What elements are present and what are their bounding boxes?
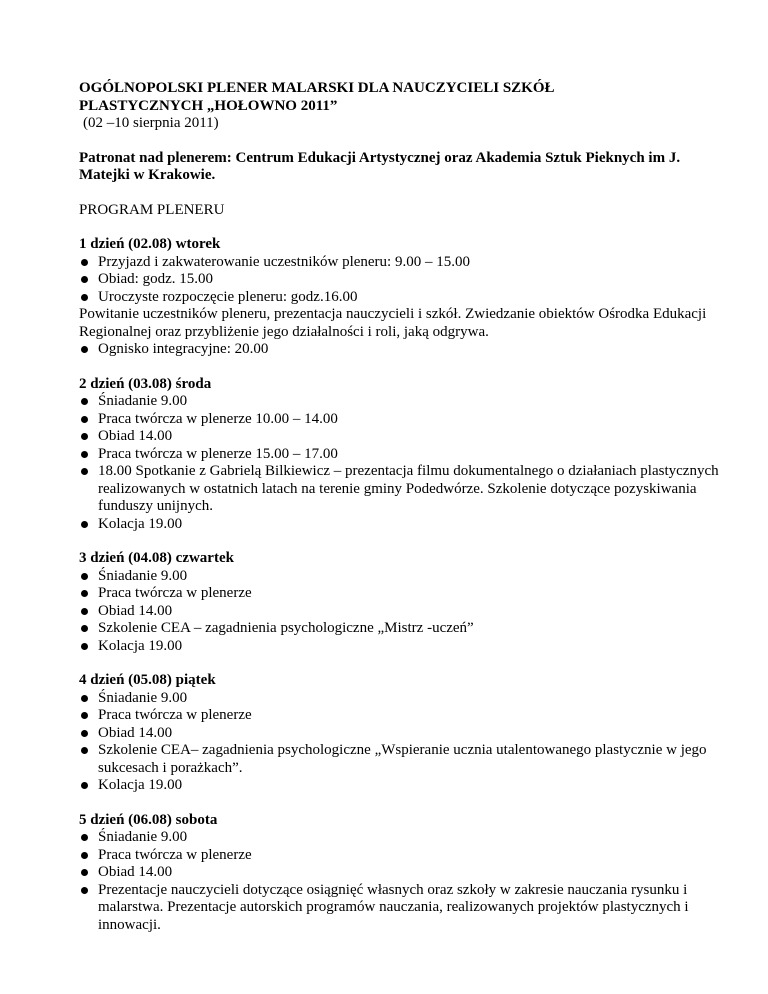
bullet-icon	[81, 869, 88, 876]
list-item: 18.00 Spotkanie z Gabrielą Bilkiewicz – prezentacja filmu dokumentalnego o działaniach plastycznych realizowanych w ostatnich latach na terenie gminy Podedwórze. Szkolenie dotyczące pozyskiwania funduszy unijnych.	[79, 463, 719, 516]
bullet-icon	[81, 276, 88, 283]
list-item: Obiad 14.00	[79, 603, 719, 621]
title-line-2: PLASTYCZNYCH „HOŁOWNO 2011”	[79, 97, 338, 114]
bullet-icon	[81, 608, 88, 615]
list-item: Śniadanie 9.00	[79, 393, 719, 411]
list-item: Prezentacje nauczycieli dotyczące osiągnięć własnych oraz szkoły w zakresie nauczania rysunku i malarstwa. Prezentacje autorskich programów nauczania, realizowanych projektów plastycznych i innowacji.	[79, 882, 719, 935]
day-5-section	[79, 812, 719, 935]
list-item: Praca twórcza w plenerze	[79, 847, 719, 865]
day-1-paragraph: Powitanie uczestników pleneru, prezentacja nauczycieli i szkół. Zwiedzanie obiektów Ośrodka Edukacji Regionalnej oraz przybliżenie jego działalności i roli, jaką odgrywa.	[79, 306, 707, 340]
document-title	[79, 80, 719, 133]
document-page	[79, 80, 719, 934]
list-item: Kolacja 19.00	[79, 777, 719, 795]
event-dates: (02 –10 sierpnia 2011)	[83, 115, 219, 131]
list-item: Szkolenie CEA– zagadnienia psychologiczne „Wspieranie ucznia utalentowanego plastycznie w jego sukcesach i porażkach”.	[79, 742, 719, 777]
bullet-icon	[81, 625, 88, 632]
day-3-section	[79, 550, 719, 655]
patronage-text: Patronat nad plenerem: Centrum Edukacji Artystycznej oraz Akademia Sztuk Pieknych im J. Matejki w Krakowie.	[79, 149, 681, 183]
list-item: Śniadanie 9.00	[79, 690, 719, 708]
bullet-icon	[81, 747, 88, 754]
bullet-icon	[81, 834, 88, 841]
list-item: Praca twórcza w plenerze	[79, 585, 719, 603]
list-item: Przyjazd i zakwaterowanie uczestników pleneru: 9.00 – 15.00	[79, 254, 719, 272]
title-line-1: OGÓLNOPOLSKI PLENER MALARSKI DLA NAUCZYCIELI SZKÓŁ	[79, 80, 555, 96]
bullet-icon	[81, 730, 88, 737]
list-item: Obiad 14.00	[79, 725, 719, 743]
day-1-items	[79, 254, 719, 307]
bullet-icon	[81, 433, 88, 440]
bullet-icon	[81, 416, 88, 423]
bullet-icon	[81, 782, 88, 789]
bullet-icon	[81, 573, 88, 580]
list-item: Obiad: godz. 15.00	[79, 271, 719, 289]
list-item: Śniadanie 9.00	[79, 829, 719, 847]
list-item: Uroczyste rozpoczęcie pleneru: godz.16.00	[79, 289, 719, 307]
bullet-icon	[81, 590, 88, 597]
list-item: Praca twórcza w plenerze 10.00 – 14.00	[79, 411, 719, 429]
list-item: Praca twórcza w plenerze	[79, 707, 719, 725]
bullet-icon	[81, 521, 88, 528]
bullet-icon	[81, 259, 88, 266]
bullet-icon	[81, 852, 88, 859]
list-item: Kolacja 19.00	[79, 638, 719, 656]
day-1-items-b	[79, 341, 719, 359]
day-2-items	[79, 393, 719, 533]
day-title: 3 dzień (04.08) czwartek	[79, 550, 234, 566]
bullet-icon	[81, 294, 88, 301]
list-item: Śniadanie 9.00	[79, 568, 719, 586]
day-3-items	[79, 568, 719, 656]
day-5-items	[79, 829, 719, 934]
list-item: Kolacja 19.00	[79, 516, 719, 534]
day-title: 2 dzień (03.08) środa	[79, 375, 212, 392]
day-1-section	[79, 236, 719, 359]
bullet-icon	[81, 887, 88, 894]
day-4-items	[79, 690, 719, 795]
day-2-section	[79, 376, 719, 534]
bullet-icon	[81, 712, 88, 719]
day-4-section	[79, 672, 719, 795]
list-item: Ognisko integracyjne: 20.00	[79, 341, 719, 359]
day-title: 5 dzień (06.08) sobota	[79, 811, 218, 828]
list-item: Obiad 14.00	[79, 428, 719, 446]
bullet-icon	[81, 468, 88, 475]
day-title: 1 dzień (02.08) wtorek	[79, 236, 221, 252]
list-item: Szkolenie CEA – zagadnienia psychologiczne „Mistrz -uczeń”	[79, 620, 719, 638]
list-item: Obiad 14.00	[79, 864, 719, 882]
bullet-icon	[81, 398, 88, 405]
bullet-icon	[81, 451, 88, 458]
bullet-icon	[81, 643, 88, 650]
bullet-icon	[81, 346, 88, 353]
bullet-icon	[81, 695, 88, 702]
list-item: Praca twórcza w plenerze 15.00 – 17.00	[79, 446, 719, 464]
day-title: 4 dzień (05.08) piątek	[79, 672, 216, 688]
program-heading: PROGRAM PLENERU	[79, 201, 225, 218]
